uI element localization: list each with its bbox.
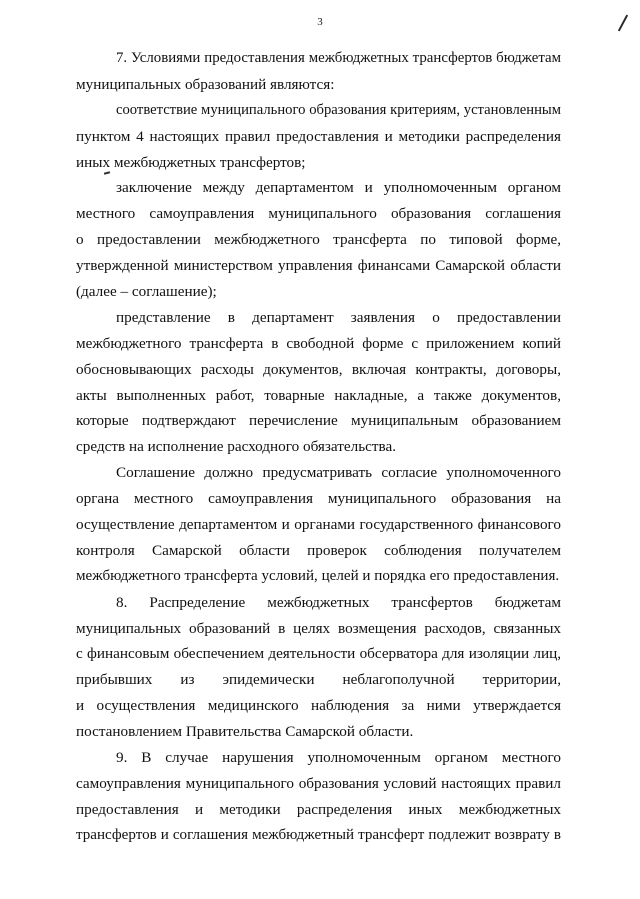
text-line: пунктом 4 настоящих правил предоставления и методики распределения bbox=[76, 127, 561, 145]
text-line: трансфертов и соглашения межбюджетный трансферт подлежит возврату в bbox=[76, 826, 561, 843]
text-line: иных межбюджетных трансфертов; bbox=[76, 153, 306, 171]
text-line: Соглашение должно предусматривать согласие уполномоченного bbox=[116, 464, 561, 482]
text-line: 7. Условиями предоставления межбюджетных трансфертов бюджетам bbox=[116, 50, 561, 66]
page-number: 3 bbox=[317, 16, 323, 28]
text-line: акты выполненных работ, товарные накладные, а также документов, bbox=[76, 386, 561, 404]
text-line: средств на исполнение расходного обязательства. bbox=[76, 438, 397, 456]
text-line: межбюджетного трансферта в свободной форме с приложением копий bbox=[76, 334, 561, 352]
text-line: которые подтверждают перечисление муниципальным образованием bbox=[76, 412, 561, 430]
scan-artifact-mark bbox=[620, 14, 632, 34]
text-line: 9. В случае нарушения уполномоченным органом местного bbox=[116, 749, 561, 767]
document-body-text bbox=[76, 46, 561, 849]
text-line: утвержденной министерством управления финансами Самарской области bbox=[76, 257, 561, 275]
text-line: и осуществления медицинского наблюдения за ними утверждается bbox=[76, 697, 561, 715]
text-line: межбюджетного трансферта условий, целей и порядка его предоставления. bbox=[76, 567, 560, 584]
text-line: контроля Самарской области проверок соблюдения получателем bbox=[76, 541, 561, 559]
text-line: предоставления и методики распределения иных межбюджетных bbox=[76, 800, 561, 818]
text-line: осуществление департаментом и органами государственного финансового bbox=[76, 516, 561, 534]
text-line: муниципальных образований в целях возмещения расходов, связанных bbox=[76, 619, 561, 637]
text-line: представление в департамент заявления о предоставлении bbox=[116, 308, 561, 326]
text-line: муниципальных образований являются: bbox=[76, 75, 335, 93]
text-line: соответствие муниципального образования критериям, установленным bbox=[116, 101, 561, 118]
text-line: обосновывающих расходы документов, включая контракты, договоры, bbox=[76, 360, 561, 378]
text-line: прибывших из эпидемически неблагополучной территории, bbox=[76, 671, 561, 689]
text-line: постановлением Правительства Самарской области. bbox=[76, 723, 414, 741]
text-line: (далее – соглашение); bbox=[76, 283, 217, 301]
text-line: с финансовым обеспечением деятельности обсерватора для изоляции лиц, bbox=[76, 645, 561, 663]
text-line: местного самоуправления муниципального образования соглашения bbox=[76, 205, 561, 223]
text-line: самоуправления муниципального образования условий настоящих правил bbox=[76, 774, 561, 792]
text-line: органа местного самоуправления муниципального образования на bbox=[76, 490, 561, 508]
text-line: заключение между департаментом и уполномоченным органом bbox=[116, 179, 561, 197]
text-line: 8. Распределение межбюджетных трансфертов бюджетам bbox=[116, 593, 561, 611]
text-line: о предоставлении межбюджетного трансферта по типовой форме, bbox=[76, 231, 561, 249]
